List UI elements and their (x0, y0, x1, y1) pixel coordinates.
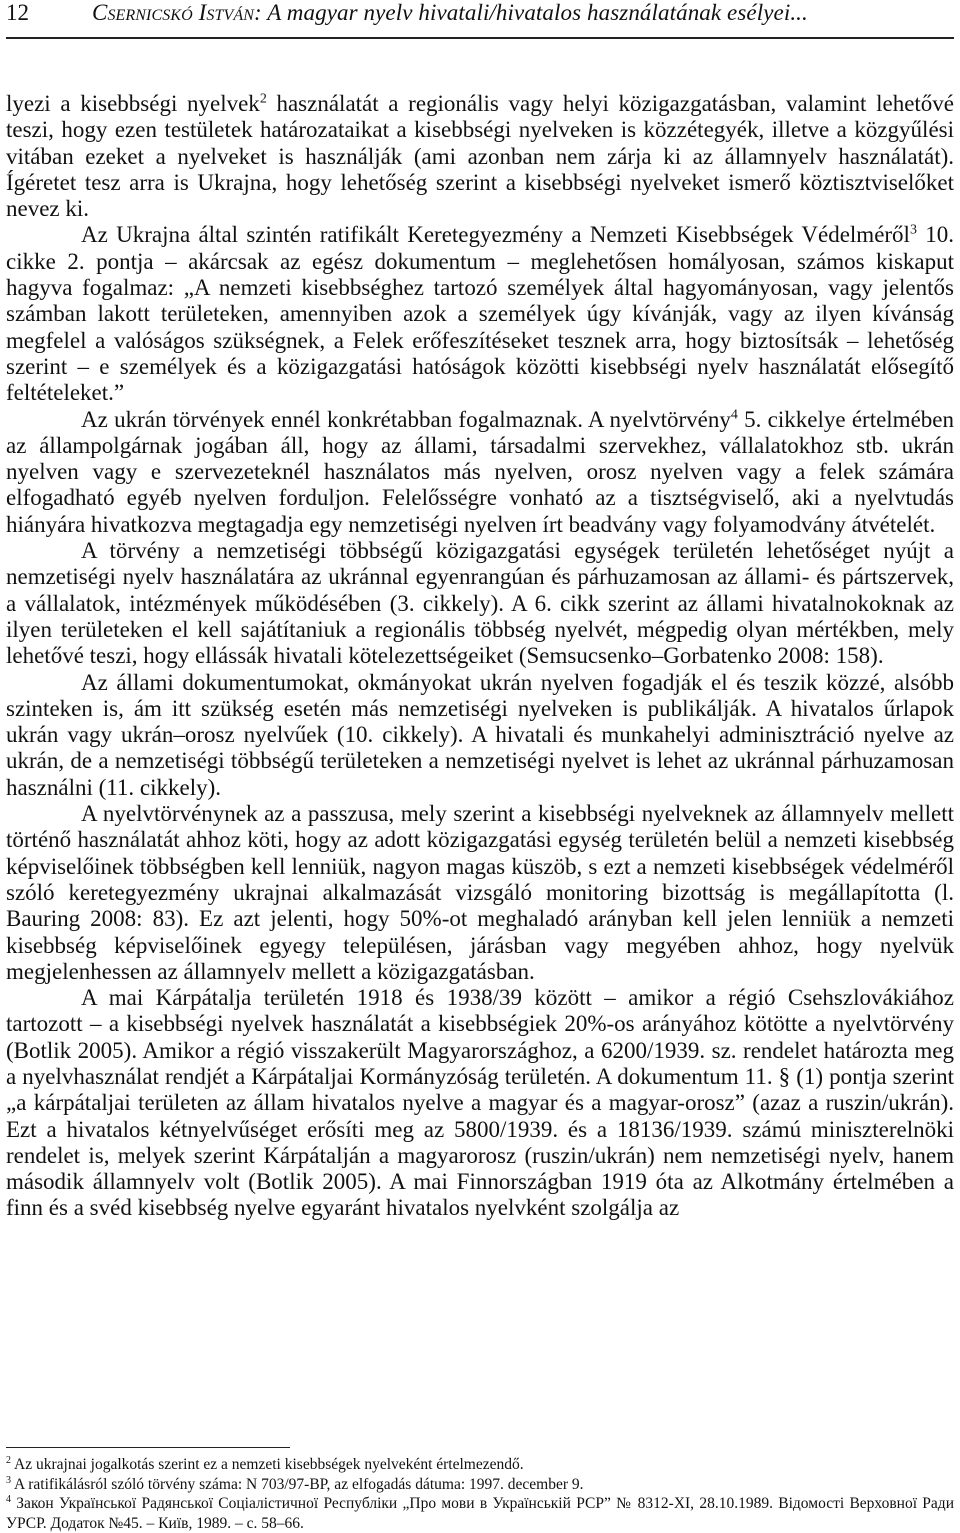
page-number: 12 (6, 0, 29, 25)
paragraph (6, 670, 954, 801)
paragraph-text: 10. cikke 2. pontja – akárcsak az egész dokumentum – meglehetősen homályosan, számos kiskaput hagyva fogalmaz: „A nemzeti kisebbséghez tartozó személyek által hagyományosan, vagy jelentős számban lakott területeken, amennyiben azok a személyek úgy kívánják, vagy az ilyen kívánság megfelel a valóságos szükségnek, a Felek erőfeszítéseket tesznek arra, hogy biztosítsák – lehetőség szerint – e személyek és a közigazgatási hatóságok közötti kisebbségi nyelv használatát elősegítő feltételeket.” (6, 222, 954, 406)
footnote-ref: 2 (259, 91, 267, 107)
running-head (92, 0, 808, 26)
paragraph (6, 801, 954, 985)
footnote-text: A ratifikálásról szóló törvény száma: N 703/97-BP, az elfogadás dátuma: 1997. december 9. (14, 1475, 584, 1493)
paragraph (6, 407, 954, 538)
paragraph-text: A mai Kárpátalja területén 1918 és 1938/39 között – amikor a régió Csehszlovákiához tartozott – a kisebbségi nyelvek használatát a kisebbségiek 20%-os arányához kötötte a nyelvtörvény (Botlik 2005). Amikor a régió visszakerült Magyarországhoz, a 6200/1939. sz. rendelet határozta meg a nyelvhasználat rendjét a Kárpátaljai Kormányzóság területén. A dokumentum 11. § (1) pontja szerint „a kárpátaljai területen az állam hivatalos nyelve a magyar és a magyar-orosz” (azaz a ruszin/ukrán). Ezt a hivatalos kétnyelvűséget erősíti meg az 5800/1939. és a 18136/1939. számú miniszterelnöki rendelet is, melyek szerint Kárpátalján a magyarorosz (ruszin/ukrán) nem nemzetiségi nyelv, hanem második államnyelv volt (Botlik 2005). A mai Finnországban 1919 óta az Alkotmány értelmében a finn és a svéd kisebbség nyelve egyaránt hivatalos nyelvként szolgálja az (6, 985, 954, 1221)
body-text (6, 91, 954, 1222)
footnote-ref: 4 (730, 406, 738, 422)
running-head-author: Csernicskó István (92, 0, 255, 25)
footnote-marker: 3 (6, 1474, 11, 1486)
paragraph-text: A nyelvtörvénynek az a passzusa, mely szerint a kisebbségi nyelveknek az államnyelv mellett történő használatát ahhoz köti, hogy az adott közigazgatási egység területén belül a nemzeti kisebbség képviselőinek többségben kell lenniük, nagyon magas küszöb, s ezt a nemzeti kisebbségek védelméről szóló keretegyezmény ukrajnai alkalmazását vizsgáló monitoring bizottság is megállapította (l. Bauring 2008: 83). Ez azt jelenti, hogy 50%-ot meghaladó arányban kell jelen lenniük a nemzeti kisebbség képviselőinek egyegy településen, járásban vagy megyében ahhoz, hogy nyelvük megjelenhessen az államnyelv mellett a közigazgatásban. (6, 801, 954, 984)
footnote-text: Закон Української Радянської Соціалістичної Республіки „Про мови в Українській РСР” № 8312-XI, 28.10.1989. Відомості Верховної Ради УРСР. Додаток №45. – Київ, 1989. – с. 58–66. (6, 1495, 954, 1532)
paragraph-text: 5. cikkelye értelmében az állampolgárnak jogában áll, hogy az állami, társadalmi szervekhez, vállalatokhoz stb. ukrán nyelven vagy e szervezeteknél használatos más nyelven, orosz nyelven vagy a felek számára elfogadható egyéb nyelven forduljon. Felelősségre vonható az a tisztségviselő, aki a nyelvtudás hiányára hivatkozva megtagadja egy nemzetiségi nyelven írt beadvány vagy folyamodvány átvételét. (6, 406, 954, 537)
footnote (6, 1475, 954, 1495)
paragraph (6, 985, 954, 1222)
footnotes (6, 1455, 954, 1533)
paragraph-text: A törvény a nemzetiségi többségű közigazgatási egységek területén lehetőséget nyújt a nemzetiségi nyelv használatára az ukránnal egyenrangúan és párhuzamosan az állami- és pártszervek, a vállalatok, intézmények működésében (3. cikkely). A 6. cikk szerint az állami hivatalnokoknak az ilyen területeken el kell sajátítaniuk a regionális többség nyelvét, mégpedig olyan mértékben, mely lehetővé teszi, hogy ellássák hivatali kötelezettségeiket (Semsucsenko–Gorbatenko 2008: 158). (6, 538, 954, 669)
footnote-ref: 3 (909, 222, 917, 238)
paragraph (6, 91, 954, 222)
paragraph-text: használatát a regionális vagy helyi közigazgatásban, valamint lehetővé teszi, hogy ezen testületek határozataikat a kisebbségi nyelveken is közzétegyék, illetve a közgyűlési vitában ezeket a nyelveket is használják (ami azonban nem zárja ki az államnyelv használatát). Ígéretet tesz arra is Ukrajna, hogy lehetőség szerint a kisebbségi nyelveket ismerő köztisztviselőket nevez ki. (6, 91, 955, 222)
footnote-marker: 2 (6, 1454, 11, 1466)
running-header (6, 0, 954, 36)
paragraph (6, 538, 954, 669)
footnote-rule (6, 1447, 290, 1448)
paragraph-text: lyezi a kisebbségi nyelvek (6, 91, 260, 116)
footnote-text: Az ukrajnai jogalkotás szerint ez a nemzeti kisebbségek nyelveként értelmezendő. (14, 1456, 524, 1473)
paragraph (6, 222, 954, 406)
paragraph-text: Az ukrán törvények ennél konkrétabban fogalmaznak. A nyelvtörvény (81, 406, 731, 432)
running-head-title: : A magyar nyelv hivatali/hivatalos használatának esélyei... (254, 0, 808, 25)
footnote (6, 1494, 954, 1533)
footnote (6, 1455, 954, 1475)
paragraph-text: Az Ukrajna által szintén ratifikált Keretegyezmény a Nemzeti Kisebbségek Védelméről (81, 222, 910, 248)
footnote-marker: 4 (6, 1493, 11, 1505)
header-rule (6, 37, 954, 39)
paragraph-text: Az állami dokumentumokat, okmányokat ukrán nyelven fogadják el és teszik közzé, alsóbb szinteken is, ám itt szükség esetén más nemzetiségi nyelveken is publikálják. A hivatalos űrlapok ukrán vagy ukrán–orosz nyelvűek (10. cikkely). A hivatali és munkahelyi adminisztráció nyelve az ukrán, de a nemzetiségi többségű területeken a nemzetiségi nyelvet is lehet az ukránnal párhuzamosan használni (11. cikkely). (6, 669, 954, 800)
